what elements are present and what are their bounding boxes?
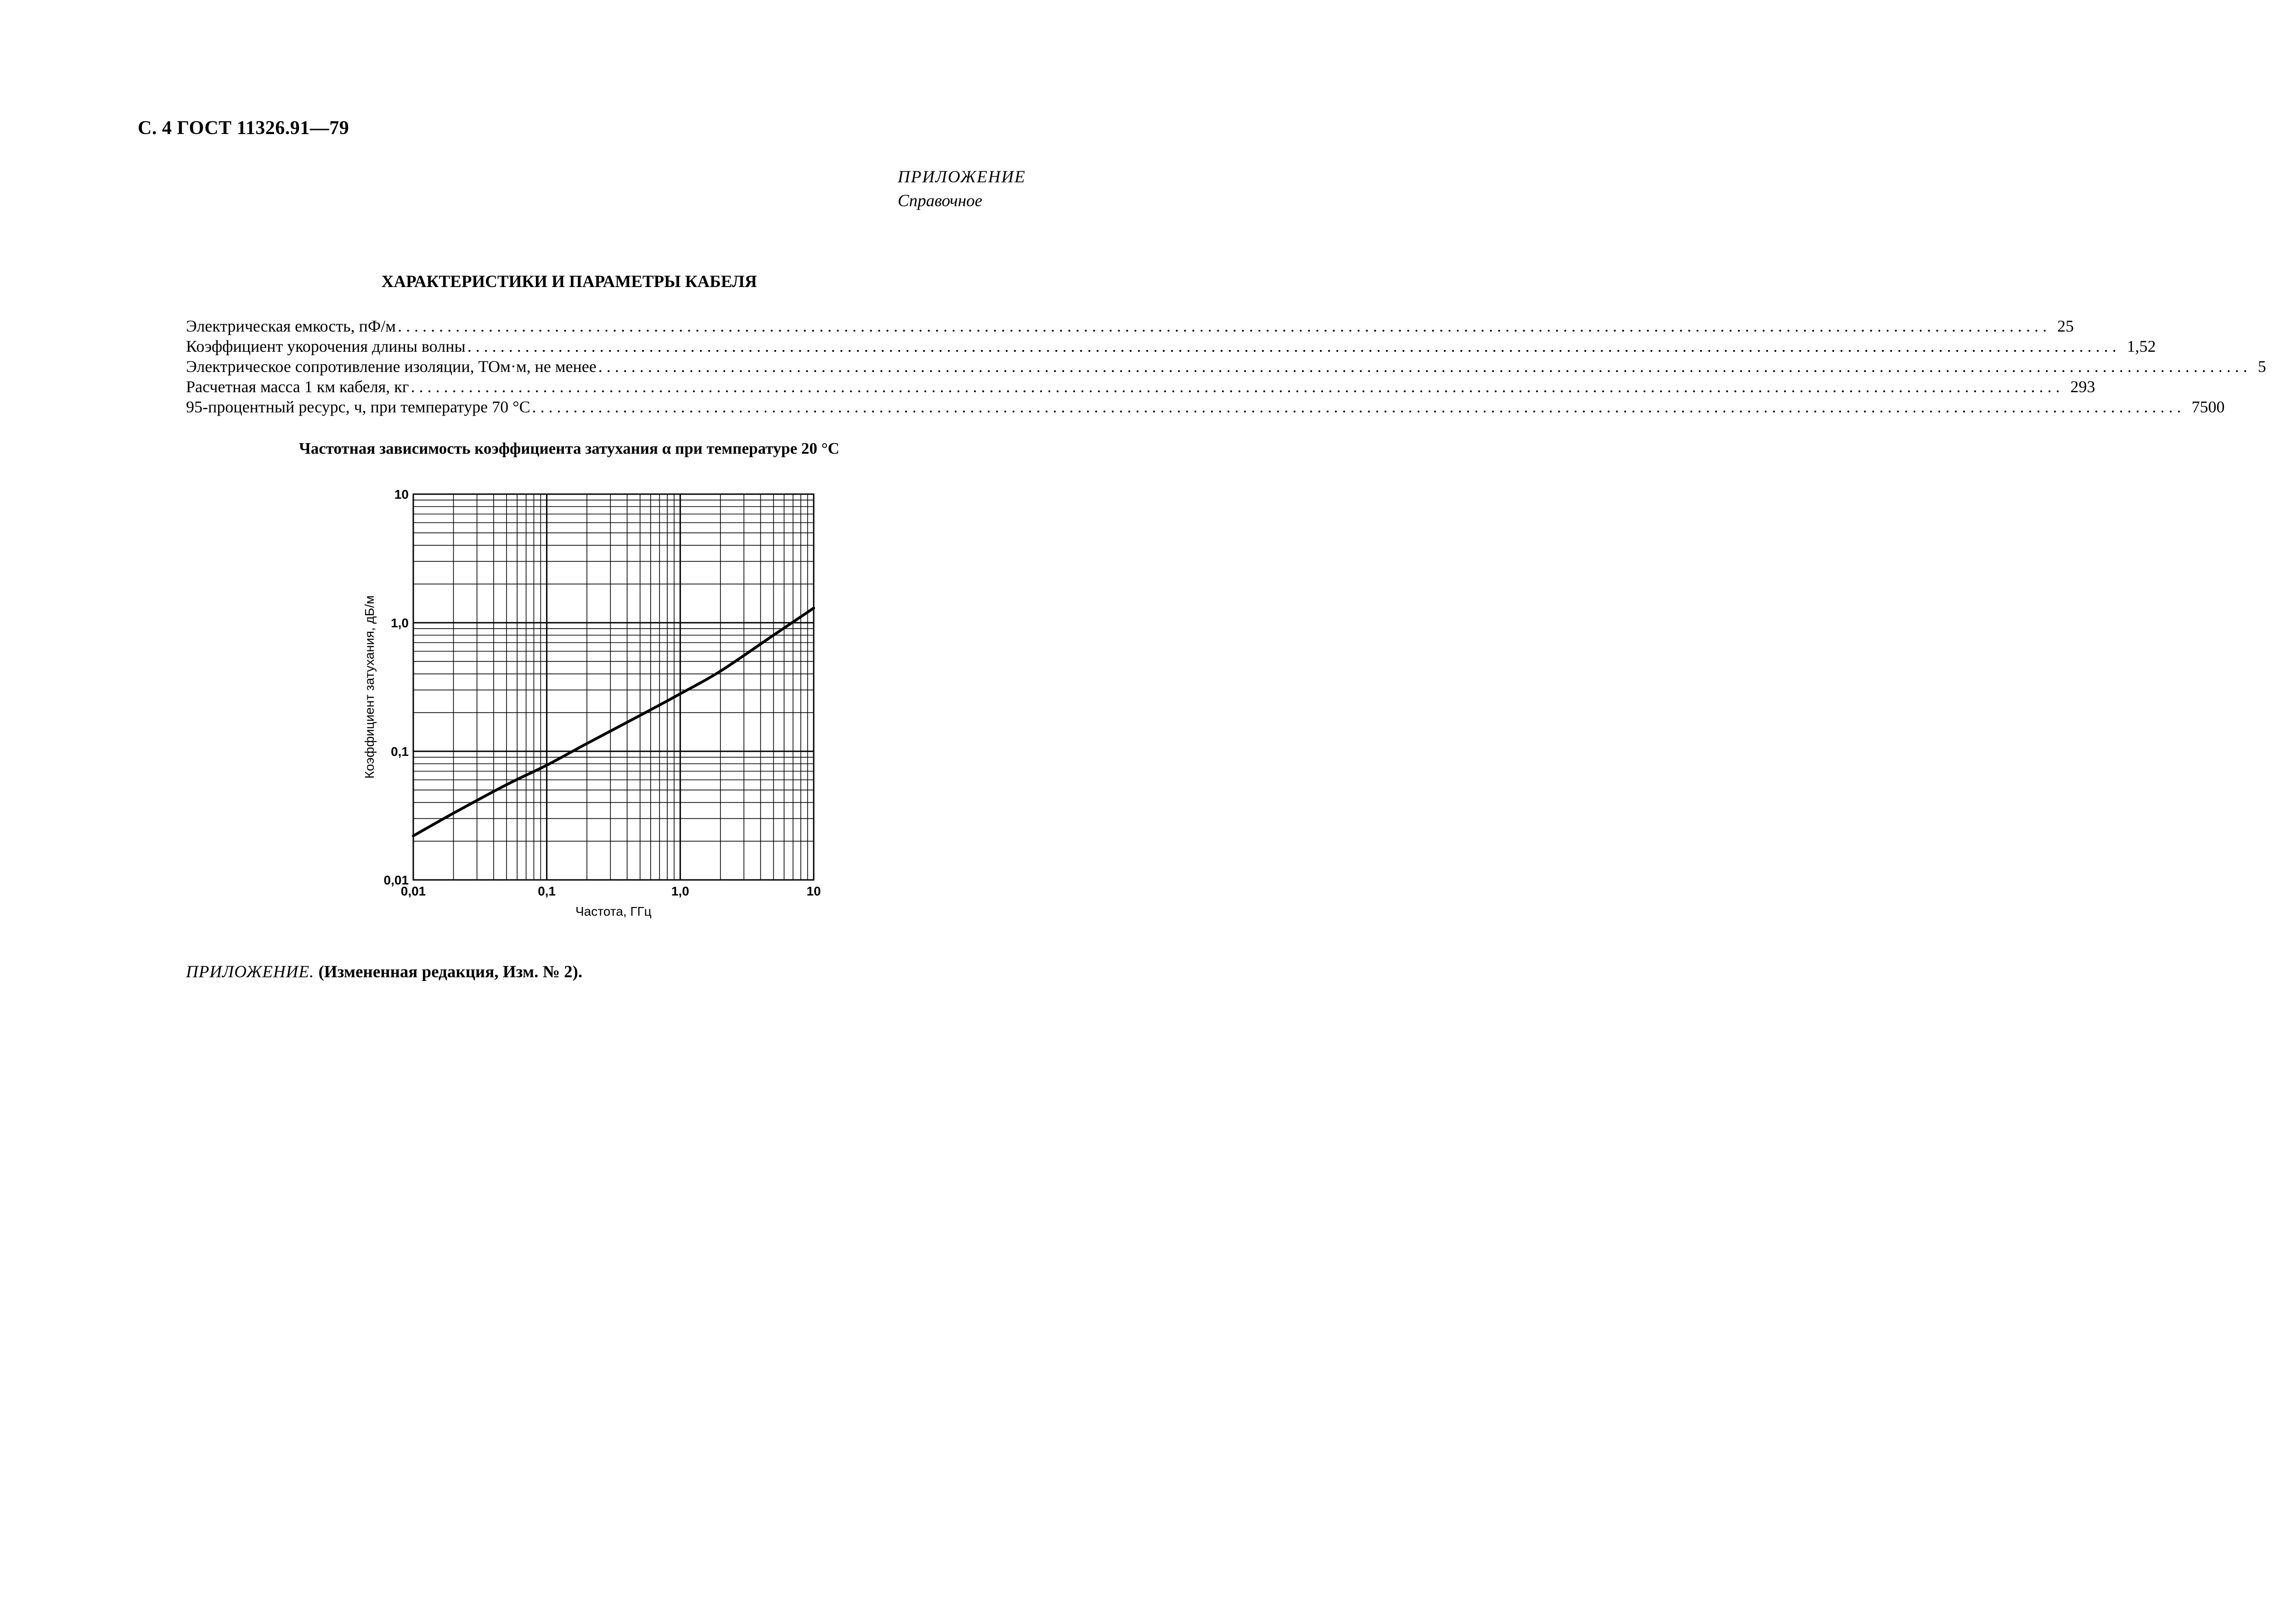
dot-leader: ........................................................................................................................................................................................................ [411,377,2064,396]
x-tick-label: 10 [806,884,821,898]
x-axis-label: Частота, ГГц [575,904,652,918]
appendix-label: ПРИЛОЖЕНИЕ [898,168,1026,186]
chart-title: Частотная зависимость коэффициента затухания α при температуре 20 °С [299,439,839,457]
parameter-row [186,336,2156,356]
parameter-row [186,397,2225,417]
section-title: ХАРАКТЕРИСТИКИ И ПАРАМЕТРЫ КАБЕЛЯ [381,272,757,291]
parameter-name: Электрическое сопротивление изоляции, ТОм·м, не менее [186,357,597,376]
parameter-name: Электрическая емкость, пФ/м [186,317,396,335]
dot-leader: ........................................................................................................................................................................................................ [598,357,2251,376]
parameter-name: Расчетная масса 1 км кабеля, кг [186,377,409,396]
footer-revision-note: (Измененная редакция, Изм. № 2). [314,963,583,981]
y-tick-label: 1,0 [391,616,409,630]
dot-leader: ........................................................................................................................................................................................................ [532,398,2185,416]
page-header: С. 4 ГОСТ 11326.91—79 [138,118,349,139]
dot-leader: ........................................................................................................................................................................................................ [398,317,2051,335]
parameter-value: 5 [2257,357,2266,376]
y-tick-label: 0,1 [391,744,409,759]
appendix-block [898,165,1026,213]
x-tick-label: 0,1 [538,884,556,898]
parameter-value: 7500 [2191,398,2225,416]
parameter-row [186,356,2266,377]
parameter-row [186,316,2074,336]
tick-labels [384,487,821,898]
dot-leader: ........................................................................................................................................................................................................ [467,337,2121,355]
parameter-name: 95-процентный ресурс, ч, при температуре 70 °С [186,398,530,416]
y-tick-label: 0,01 [383,873,409,887]
parameter-value: 293 [2070,377,2095,396]
series-line-attenuation [413,608,814,836]
x-tick-label: 1,0 [671,884,689,898]
chart-grid [413,494,814,880]
footer-appendix-label: ПРИЛОЖЕНИЕ. [186,963,315,981]
parameter-value: 25 [2057,317,2074,335]
y-axis-label: Коэффициент затухания, дБ/м [362,595,377,779]
appendix-sublabel: Справочное [898,192,983,210]
parameter-row [186,377,2095,397]
x-tick-label: 0,01 [400,884,426,898]
parameters-list [186,316,2266,417]
chart-svg [358,478,836,928]
y-tick-label: 10 [394,487,409,501]
attenuation-chart [358,478,836,928]
plot-frame [413,494,814,880]
parameter-value: 1,52 [2127,337,2156,355]
parameter-name: Коэффициент укорочения длины волны [186,337,466,355]
footer-note [186,962,582,982]
